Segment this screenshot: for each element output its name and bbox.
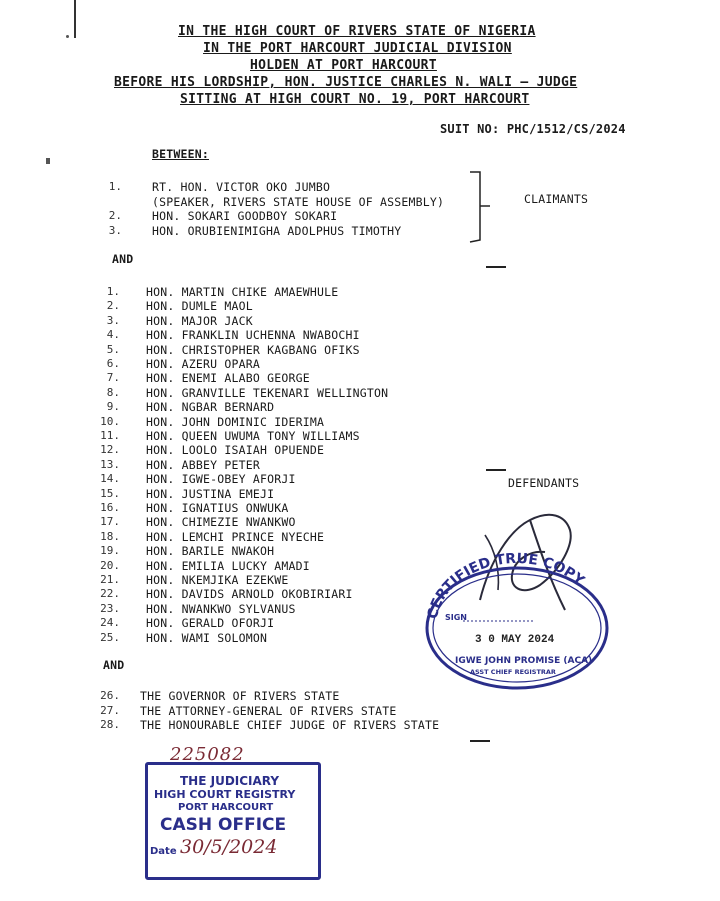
defendant-name: HON. GERALD OFORJI (146, 616, 275, 631)
defendant-number: 12. (100, 443, 120, 457)
defendant-name: HON. JUSTINA EMEJI (146, 486, 275, 501)
defendant-number: 8. (106, 385, 120, 399)
stamp-sign-label: SIGN (445, 613, 467, 622)
between-heading: BETWEEN: (152, 147, 209, 161)
bracket-tick (470, 740, 490, 742)
and-separator-2: AND (103, 658, 125, 672)
defendant-name: HON. DUMLE MAOL (146, 299, 253, 314)
claimant-number: 3. (108, 223, 122, 237)
registry-line-1: THE JUDICIARY (180, 774, 280, 788)
defendant-name: HON. NKEMJIKA EZEKWE (146, 573, 289, 587)
other-defendant-number: 27. (100, 703, 120, 717)
claimant-name: HON. SOKARI GOODBOY SOKARI (152, 209, 338, 223)
defendant-number: 15. (100, 486, 120, 500)
defendant-name: HON. BARILE NWAKOH (146, 544, 275, 559)
bracket-tick (486, 266, 506, 268)
page-mark (74, 0, 76, 38)
defendant-number: 4. (106, 328, 120, 342)
defendant-name: HON. IGWE-OBEY AFORJI (146, 472, 296, 487)
court-number-line: SITTING AT HIGH COURT NO. 19, PORT HARCOURT (180, 92, 530, 107)
defendant-number: 21. (100, 573, 120, 586)
defendant-number: 5. (106, 342, 120, 356)
holden-line: HOLDEN AT PORT HARCOURT (250, 58, 437, 73)
defendant-name: HON. GRANVILLE TEKENARI WELLINGTON (146, 385, 389, 400)
claimant-number: 1. (108, 180, 122, 193)
judge-line: BEFORE HIS LORDSHIP, HON. JUSTICE CHARLES N. WALI – JUDGE (114, 75, 578, 90)
defendant-name: HON. CHIMEZIE NWANKWO (146, 515, 296, 530)
defendant-name: HON. LOOLO ISAIAH OPUENDE (146, 443, 325, 458)
defendant-name: HON. AZERU OPARA (146, 357, 260, 371)
division-line: IN THE PORT HARCOURT JUDICIAL DIVISION (203, 41, 512, 56)
defendant-number: 6. (106, 357, 120, 370)
bracket-tick (486, 469, 506, 471)
defendant-name: HON. DAVIDS ARNOLD OKOBIRIARI (146, 587, 353, 602)
registry-handwritten-date: 30/5/2024 (180, 836, 278, 858)
defendant-name: HON. FRANKLIN UCHENNA NWABOCHI (146, 328, 360, 343)
defendant-number: 17. (100, 515, 120, 529)
defendant-name: HON. MAJOR JACK (146, 313, 253, 328)
defendant-number: 18. (100, 529, 120, 543)
defendant-name: HON. WAMI SOLOMON (146, 630, 268, 645)
claimants-bracket (460, 170, 500, 248)
registry-date-label: Date (150, 846, 177, 857)
defendant-name: HON. CHRISTOPHER KAGBANG OFIKS (146, 342, 360, 357)
defendant-number: 13. (100, 457, 120, 471)
defendant-name: HON. MARTIN CHIKE AMAEWHULE (146, 285, 339, 299)
defendant-name: HON. NWANKWO SYLVANUS (146, 601, 296, 616)
defendant-number: 2. (106, 299, 120, 313)
claimants-label: CLAIMANTS (524, 192, 589, 206)
other-defendant-name: THE GOVERNOR OF RIVERS STATE (140, 689, 340, 703)
claimant-name: HON. ORUBIENIMIGHA ADOLPHUS TIMOTHY (152, 223, 402, 238)
defendant-number: 23. (100, 601, 120, 615)
defendant-number: 10. (100, 414, 120, 428)
and-separator-1: AND (112, 252, 134, 266)
defendants-label: DEFENDANTS (508, 476, 580, 490)
defendant-name: HON. JOHN DOMINIC IDERIMA (146, 414, 325, 429)
defendant-name: HON. ABBEY PETER (146, 457, 260, 472)
other-defendant-name: THE HONOURABLE CHIEF JUDGE OF RIVERS STATE (140, 718, 440, 732)
margin-mark (46, 158, 50, 164)
other-defendant-name: THE ATTORNEY-GENERAL OF RIVERS STATE (140, 703, 397, 718)
defendant-number: 16. (100, 501, 120, 514)
page-dot (66, 35, 69, 38)
other-defendant-number: 28. (100, 718, 120, 731)
defendant-number: 25. (100, 630, 120, 644)
registry-line-3: PORT HARCOURT (178, 802, 274, 813)
defendant-number: 14. (100, 472, 120, 486)
court-title: IN THE HIGH COURT OF RIVERS STATE OF NIGERIA (178, 24, 536, 39)
defendant-number: 9. (106, 400, 120, 414)
defendant-number: 11. (100, 429, 120, 442)
stamp-arc-text: CERTIFIED TRUE COPY (424, 550, 588, 621)
defendant-number: 7. (106, 371, 120, 385)
stamp-officer: IGWE JOHN PROMISE (ACA) (455, 656, 593, 666)
defendant-name: HON. EMILIA LUCKY AMADI (146, 558, 310, 573)
defendant-number: 24. (100, 616, 120, 630)
claimant-name: RT. HON. VICTOR OKO JUMBO (152, 180, 331, 194)
defendant-number: 3. (106, 313, 120, 327)
stamp-date: 3 0 MAY 2024 (475, 634, 555, 646)
claimant-number: 2. (108, 209, 122, 222)
claimant-name: (SPEAKER, RIVERS STATE HOUSE OF ASSEMBLY) (152, 194, 445, 209)
registry-line-4: CASH OFFICE (160, 815, 287, 835)
defendant-number: 19. (100, 544, 120, 558)
registry-line-2: HIGH COURT REGISTRY (154, 788, 296, 801)
defendant-name: HON. IGNATIUS ONWUKA (146, 501, 289, 515)
defendant-name: HON. NGBAR BERNARD (146, 400, 275, 415)
other-defendant-number: 26. (100, 689, 120, 702)
suit-number: SUIT NO: PHC/1512/CS/2024 (440, 122, 626, 136)
defendant-name: HON. QUEEN UWUMA TONY WILLIAMS (146, 429, 360, 443)
stamp-officer-title: ASST CHIEF REGISTRAR (470, 668, 556, 676)
registry-handwritten-number: 225082 (170, 744, 245, 765)
defendant-number: 1. (106, 285, 120, 298)
defendant-name: HON. ENEMI ALABO GEORGE (146, 371, 310, 386)
certified-true-copy-stamp (415, 548, 615, 693)
defendant-number: 20. (100, 558, 120, 572)
defendant-number: 22. (100, 587, 120, 601)
defendant-name: HON. LEMCHI PRINCE NYECHE (146, 529, 325, 544)
